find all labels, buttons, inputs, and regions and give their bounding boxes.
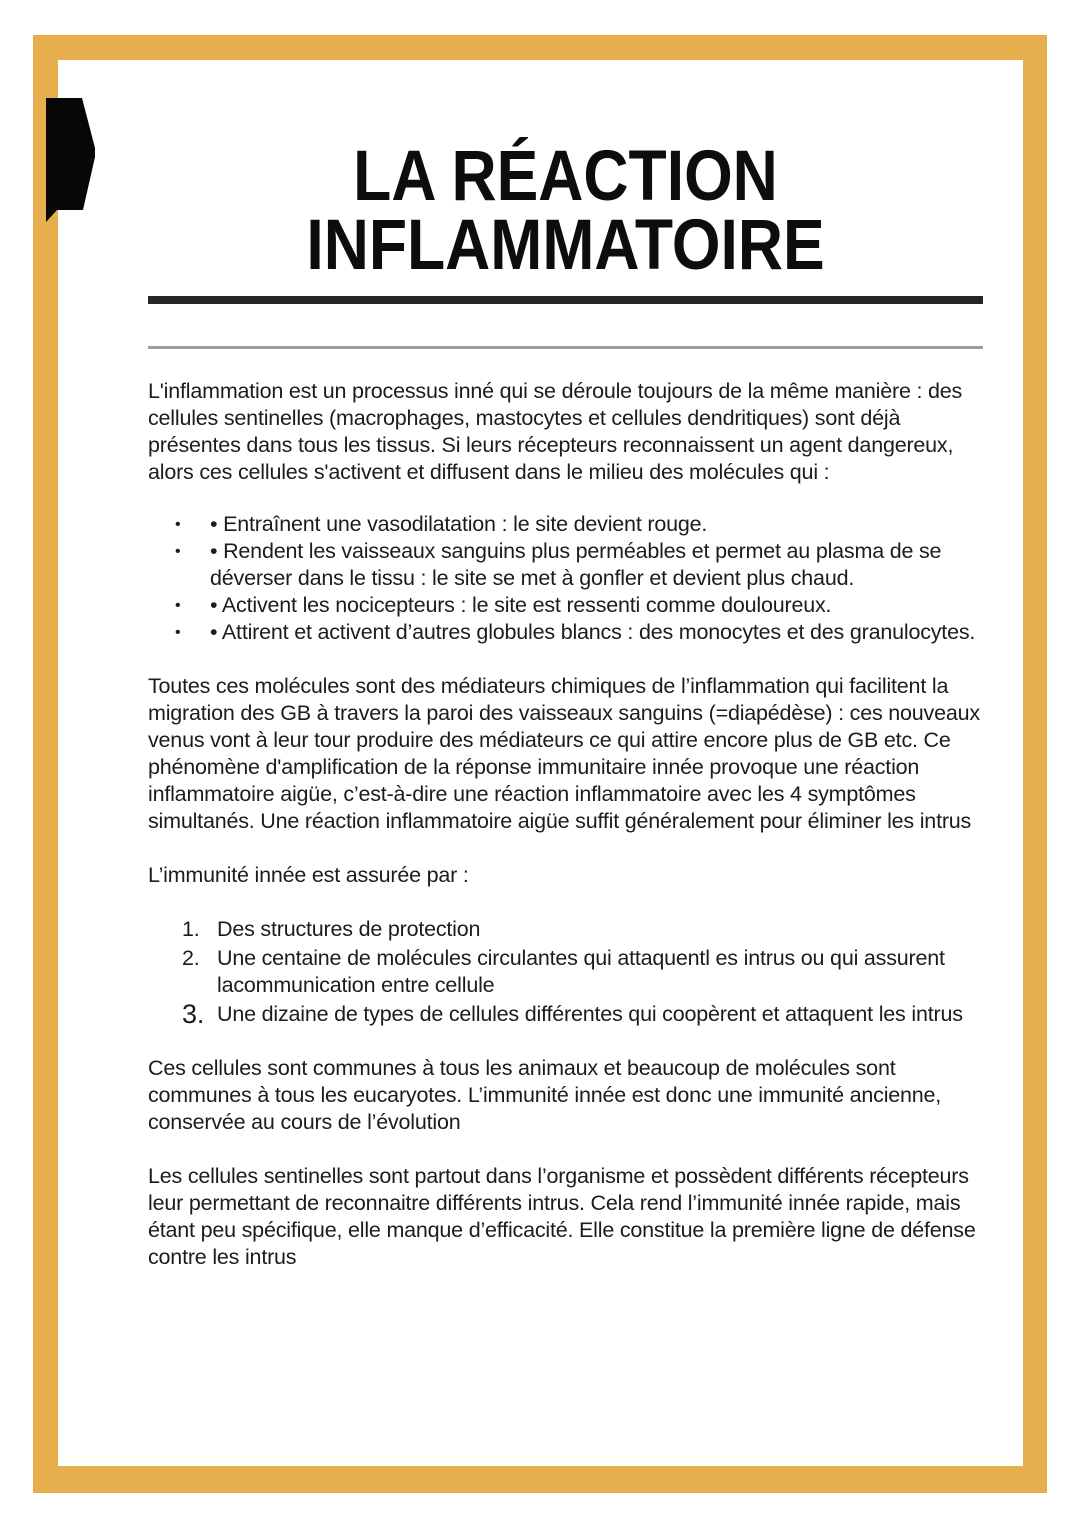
page — [58, 60, 1023, 1466]
numbered-list — [148, 916, 983, 1028]
numbered-item — [148, 945, 983, 999]
page-title-line1: LA RÉACTION — [353, 137, 778, 216]
paragraph-sentinel-cells: Les cellules sentinelles sont partout dans l’organisme et possèdent différents récepteurs leur permettant de reconnaitre différents intrus. Cela rend l’immunité innée rapide, mais étant peu spécifique, elle manque d’efficacité. Elle constitue la première ligne de défense contre les intrus — [148, 1164, 976, 1269]
numbered-item-marker: 3. — [182, 999, 205, 1029]
numbered-item-text: Une dizaine de types de cellules différentes qui coopèrent et attaquent les intrus — [217, 1002, 963, 1026]
bullet-marker-icon: • — [175, 543, 181, 560]
page-title — [198, 137, 933, 285]
bullet-item — [148, 619, 983, 646]
numbered-item-marker: 1. — [182, 917, 200, 941]
paragraph-amplification: Toutes ces molécules sont des médiateurs chimiques de l’inflammation qui facilitent la migration des GB à travers la paroi des vaisseaux sanguins (=diapédèse) : ces nouveaux venus vont à leur tour produire des médiateurs ce qui attire encore plus de GB etc. Ce phénomène d'amplification de la réponse immunitaire innée provoque une réaction inflammatoire aigüe, c’est-à-dire une réaction inflammatoire avec les 4 symptômes simultanés. Une réaction inflammatoire aigüe suffit généralement pour éliminer les intrus — [148, 674, 980, 833]
numbered-item — [148, 1001, 983, 1028]
bullet-item-text: • Activent les nocicepteurs : le site est ressenti comme douloureux. — [210, 593, 832, 617]
bullet-marker-icon: • — [175, 516, 181, 533]
bullet-item — [148, 538, 983, 592]
page-border-frame — [33, 35, 1047, 1493]
paragraph-intro: L'inflammation est un processus inné qui se déroule toujours de la même manière : des cellules sentinelles (macrophages, mastocytes et cellules dendritiques) sont déjà présentes dans tous les tissus. Si leurs récepteurs reconnaissent un agent dangereux, alors ces cellules s'activent et diffusent dans le milieu des molécules qui : — [148, 379, 963, 484]
numbered-item — [148, 916, 983, 943]
bullet-item — [148, 511, 983, 538]
numbered-item-marker: 2. — [182, 946, 200, 970]
paragraph-immunity-lead: L’immunité innée est assurée par : — [148, 863, 469, 887]
bullet-marker-icon: • — [175, 624, 181, 641]
bullet-item-text: • Rendent les vaisseaux sanguins plus perméables et permet au plasma de se déverser dans le tissu : le site se met à gonfler et devient plus chaud. — [210, 539, 942, 590]
page-title-line2: INFLAMMATOIRE — [306, 206, 825, 285]
bullet-item — [148, 592, 983, 619]
bullet-item-text: • Attirent et activent d’autres globules blancs : des monocytes et des granulocytes. — [210, 620, 976, 644]
page-content — [148, 85, 983, 1271]
bullet-marker-icon: • — [175, 597, 181, 614]
bookmark-ribbon-icon — [46, 97, 96, 223]
numbered-item-text: Des structures de protection — [217, 917, 481, 941]
title-rule-thin — [148, 346, 983, 349]
numbered-item-text: Une centaine de molécules circulantes qui attaquentl es intrus ou qui assurent lacommunication entre cellule — [217, 946, 945, 997]
paragraph-common-cells: Ces cellules sont communes à tous les animaux et beaucoup de molécules sont communes à tous les eucaryotes. L’immunité innée est donc une immunité ancienne, conservée au cours de l’évolution — [148, 1056, 942, 1134]
bullet-list — [148, 511, 983, 646]
bullet-item-text: • Entraînent une vasodilatation : le site devient rouge. — [210, 512, 708, 536]
title-rule-thick — [148, 296, 983, 304]
